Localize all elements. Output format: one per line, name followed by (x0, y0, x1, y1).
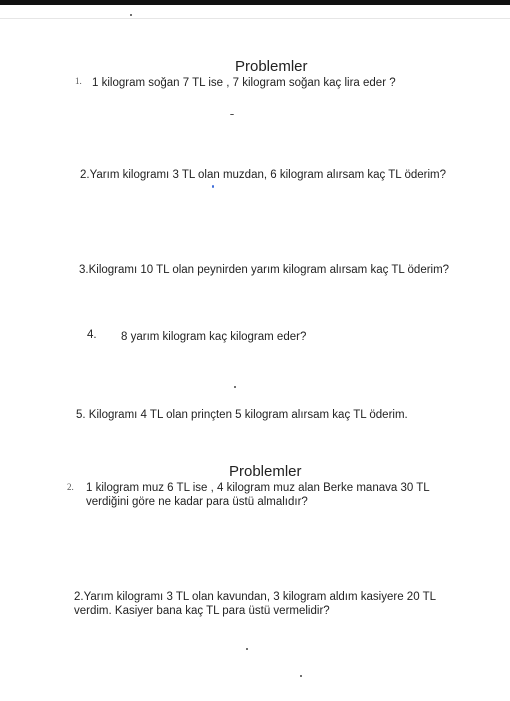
section2-number: 2. (67, 482, 74, 492)
scan-speck (234, 386, 236, 388)
section2-question-2-line-1: 2.Yarım kilogramı 3 TL olan kavundan, 3 kilogram aldım kasiyere 20 TL (74, 591, 436, 603)
section2-question-2-line-2: verdim. Kasiyer bana kaç TL para üstü vermelidir? (74, 605, 330, 617)
section2-question-1-line-1: 1 kilogram muz 6 TL ise , 4 kilogram muz alan Berke manava 30 TL (86, 482, 430, 494)
section1-title: Problemler (235, 58, 308, 75)
section1-question-2: 2.Yarım kilogramı 3 TL olan muzdan, 6 kilogram alırsam kaç TL öderim? (80, 169, 447, 181)
scan-speck (130, 14, 132, 16)
section1-question-5: 5. Kilogramı 4 TL olan prinçten 5 kilogram alırsam kaç TL öderim. (76, 409, 408, 421)
section2-question-1-line-2: verdiğini göre ne kadar para üstü almalıdır? (86, 496, 308, 508)
scan-top-border (0, 0, 510, 5)
section1-question-4-number: 4. (87, 329, 97, 341)
scan-speck (230, 114, 234, 115)
scan-speck (246, 648, 248, 650)
section2-title: Problemler (229, 463, 302, 480)
scan-speck (212, 185, 214, 188)
scan-rule (0, 18, 510, 19)
section1-number: 1. (75, 76, 82, 86)
section1-question-4: 8 yarım kilogram kaç kilogram eder? (121, 331, 307, 343)
section1-question-1: 1 kilogram soğan 7 TL ise , 7 kilogram soğan kaç lira eder ? (92, 77, 396, 89)
scan-speck (300, 675, 302, 677)
section1-question-3: 3.Kilogramı 10 TL olan peynirden yarım kilogram alırsam kaç TL öderim? (79, 264, 450, 276)
